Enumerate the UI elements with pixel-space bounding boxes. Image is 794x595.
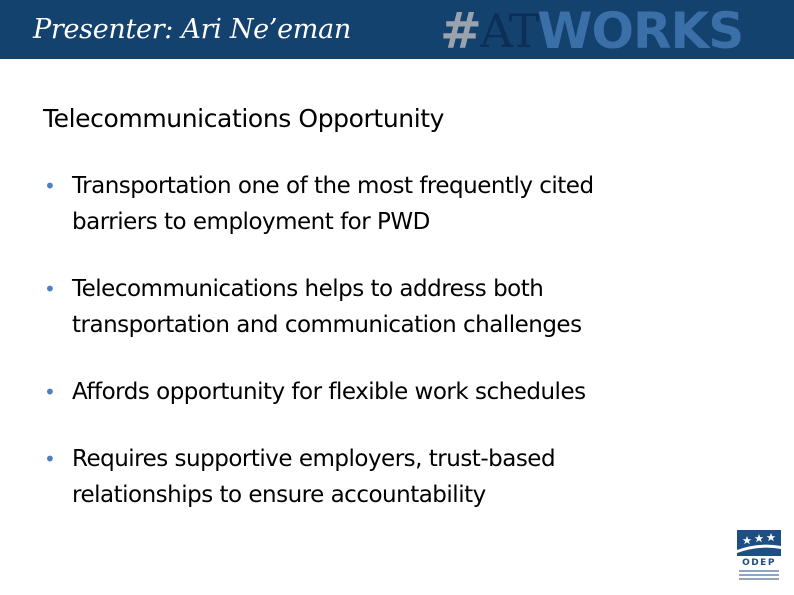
bullet-icon: • — [44, 380, 56, 404]
bullet-item — [43, 374, 743, 410]
slide-title: Telecommunications Opportunity — [43, 104, 445, 133]
bullet-icon: • — [44, 447, 56, 471]
bullet-line: barriers to employment for PWD — [72, 209, 430, 235]
brand-works: WORKS — [537, 2, 744, 60]
odep-flag-icon — [737, 530, 781, 556]
bullet-item — [43, 271, 743, 343]
header-banner — [0, 0, 794, 59]
bullet-icon: • — [44, 174, 56, 198]
brand-hash: # — [440, 2, 480, 60]
bullet-line: Requires supportive employers, trust-based — [72, 446, 556, 472]
bullet-line: Transportation one of the most frequently cited — [72, 173, 594, 199]
presenter-label: Presenter: Ari Ne’eman — [33, 14, 351, 45]
bullet-line: Affords opportunity for flexible work schedules — [72, 379, 586, 405]
bullet-line: Telecommunications helps to address both — [72, 276, 544, 302]
bullet-line: relationships to ensure accountability — [72, 482, 486, 508]
odep-wordmark: ODEP — [742, 558, 776, 568]
bullet-icon: • — [44, 277, 56, 301]
bullet-item — [43, 168, 743, 240]
brand-at: AT — [479, 4, 538, 58]
odep-stars-icon — [737, 530, 781, 556]
odep-logo — [737, 530, 781, 584]
odep-tagline-mark — [739, 570, 779, 584]
bullet-item — [43, 441, 743, 513]
bullet-list — [43, 168, 743, 544]
bullet-line: transportation and communication challenges — [72, 312, 582, 338]
atworks-logo — [440, 0, 743, 59]
